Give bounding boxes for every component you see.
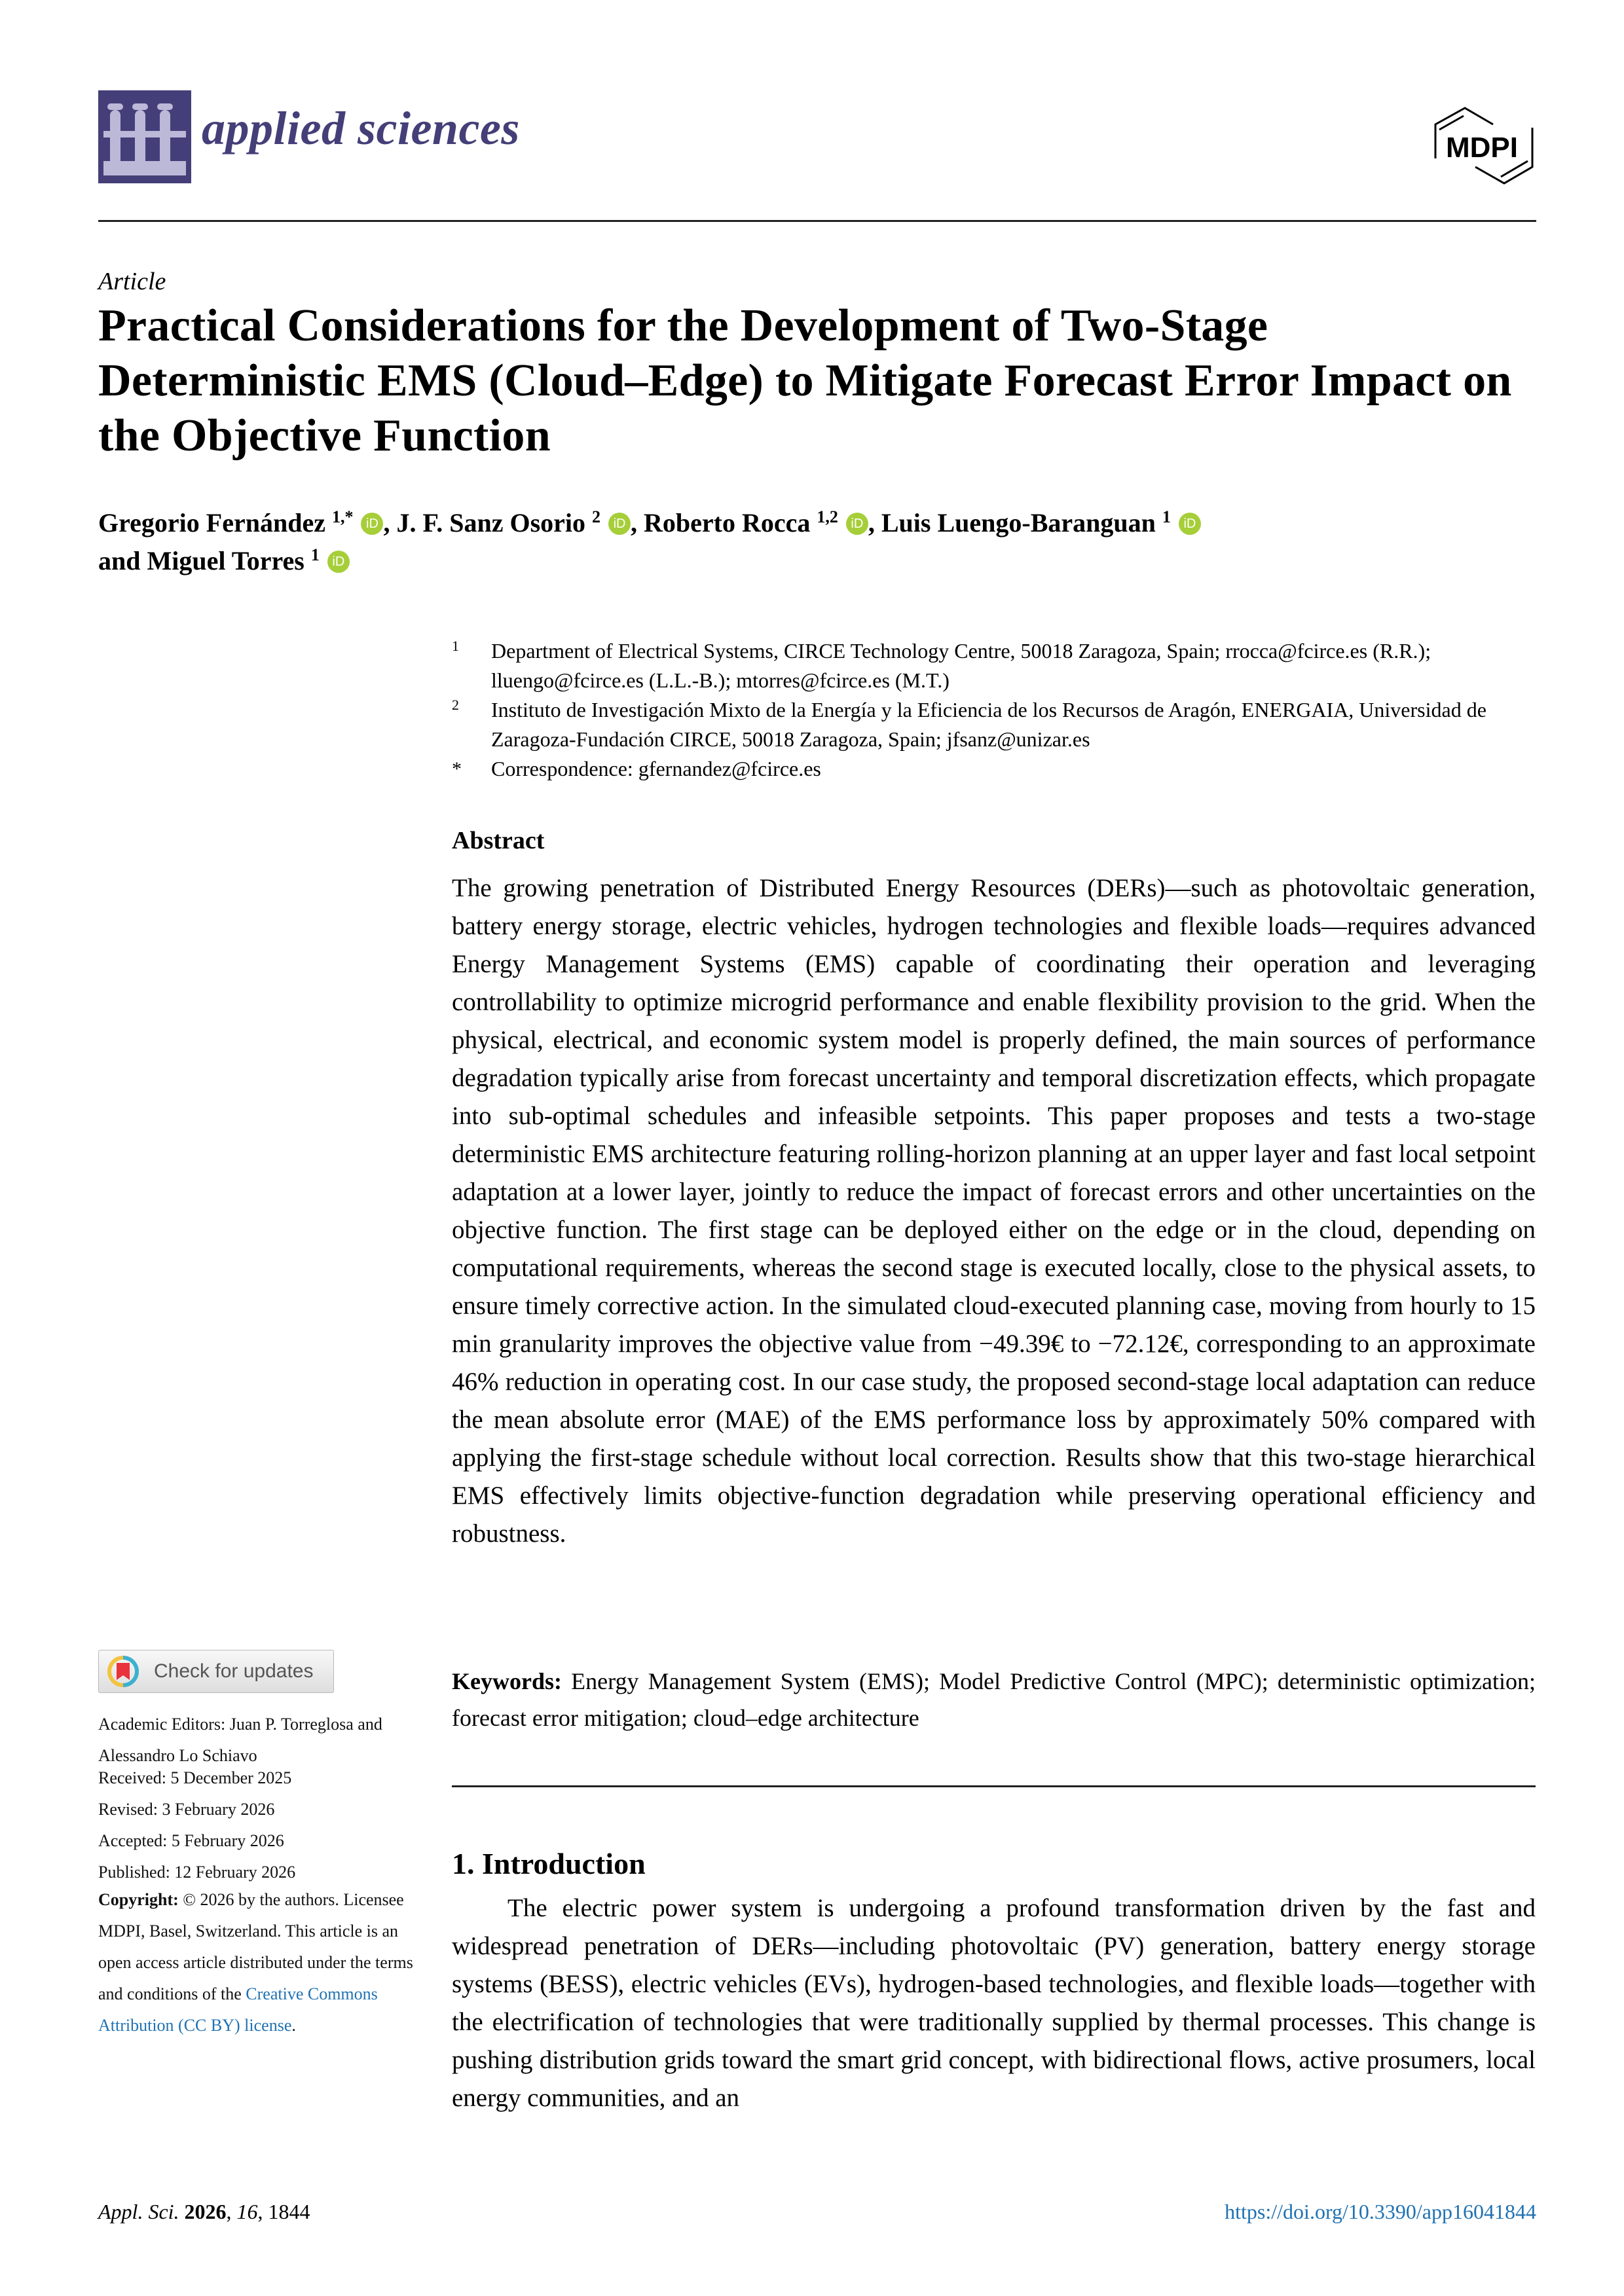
svg-text:MDPI: MDPI [1446, 132, 1518, 164]
affiliation-item [452, 636, 1539, 695]
citation-year: 2026 [184, 2200, 227, 2223]
section-divider [452, 1785, 1536, 1787]
abstract-text: The growing penetration of Distributed Energy Resources (DERs)—such as photovoltaic generation, battery energy storage, electric vehicles, hydrogen technologies and flexible loads—requires advanced Energy Management Systems (EMS) capable of coordinating their operation and leveraging controllability to optimize microgrid performance and enable flexibility provision to the grid. When the physical, electrical, and economic system model is properly defined, the main sources of performance degradation typically arise from forecast uncertainty and temporal discretization effects, which propagate into sub-optimal schedules and infeasible setpoints. This paper proposes and tests a two-stage deterministic EMS architecture featuring rolling-horizon planning at an upper layer and fast local setpoint adaptation at a lower layer, jointly to reduce the impact of forecast errors and other uncertainties on the objective function. The first stage can be deployed either on the edge or in the cloud, depending on computational requirements, whereas the second stage is executed locally, close to the physical assets, to ensure timely corrective action. In the simulated cloud-executed planning case, moving from hourly to 15 min granularity improves the objective value from −49.39€ to −72.12€, corresponding to an approximate 46% reduction in operating cost. In our case study, the proposed second-stage local adaptation can reduce the mean absolute error (MAE) of the EMS performance loss by approximately 50% compared with applying the first-stage schedule without local correction. Results show that this two-stage hierarchical EMS effectively limits objective-function degradation while preserving operational efficiency and robustness. [452, 874, 1536, 1548]
author-name[interactable]: Gregorio Fernández [98, 508, 325, 538]
author-name[interactable]: Roberto Rocca [644, 508, 811, 538]
keywords [452, 1663, 1536, 1736]
author-list: Gregorio Fernández $^{1,*}$ iD , J. F. Sanz Osorio $^2$ iD , Roberto Rocca $^{1,2}$ iD , Luis Luengo-Baranguan $^1$ iD and Miguel Torres $^1$ iD [98, 504, 1539, 580]
check-for-updates-label: Check for updates [154, 1660, 314, 1682]
author-name[interactable]: Luis Luengo-Baranguan [881, 508, 1156, 538]
orcid-icon[interactable]: iD [846, 513, 868, 535]
orcid-icon[interactable]: iD [327, 551, 350, 573]
doi-link[interactable]: https://doi.org/10.3390/app16041844 [1225, 2200, 1536, 2223]
publication-dates [98, 1762, 439, 1888]
correspondence-text[interactable]: Correspondence: gfernandez@fcirce.es [491, 757, 821, 780]
affiliation-number: 1 [452, 638, 459, 654]
date-revised: Revised: 3 February 2026 [98, 1800, 275, 1819]
article-type: Article [98, 268, 166, 295]
crossmark-icon [107, 1655, 139, 1688]
author-affiliation: 1,* [331, 507, 354, 526]
author-affiliation: 1,2 [817, 507, 838, 526]
copyright-text: © 2026 by the authors. Licensee MDPI, Basel, Switzerland. This article is an open access article distributed under the terms and conditions of the [98, 1890, 413, 2003]
affiliation-item [452, 695, 1539, 754]
affiliation-text: Department of Electrical Systems, CIRCE Technology Centre, 50018 Zaragoza, Spain; rrocca@fcirce.es (R.R.); lluengo@fcirce.es (L.L.-B.); mtorres@fcirce.es (M.T.) [491, 639, 1431, 692]
author-name[interactable]: J. F. Sanz Osorio [396, 508, 586, 538]
mdpi-hexagon-icon [1401, 105, 1539, 187]
copyright-label: Copyright: [98, 1890, 179, 1909]
date-received: Received: 5 December 2025 [98, 1768, 292, 1787]
introduction-text: The electric power system is undergoing a profound transformation driven by the fast and widespread penetration of DERs—including photovoltaic (PV) generation, battery energy storage systems (BESS), electric vehicles (EVs), hydrogen-based technologies, and flexible loads—together with the electrification of technologies that were traditionally supplied by thermal processes. This change is pushing distribution grids toward the smart grid concept, with bidirectional flows, active prosumers, local energy communities, and an [452, 1894, 1536, 2112]
citation-volume: 16 [236, 2200, 258, 2223]
affiliation-number: * [452, 758, 462, 780]
article-number: 1844 [268, 2200, 310, 2223]
abstract-heading: Abstract [452, 827, 545, 854]
journal-name: applied sciences [202, 102, 520, 155]
journal-logo[interactable] [98, 90, 191, 183]
author-affiliation: 1 [310, 545, 320, 564]
orcid-icon[interactable]: iD [361, 513, 383, 535]
author-affiliation: 1 [1162, 507, 1171, 526]
affiliation-number: 2 [452, 697, 459, 713]
date-accepted: Accepted: 5 February 2026 [98, 1831, 284, 1850]
copyright-notice: Copyright: © 2026 by the authors. Licensee MDPI, Basel, Switzerland. This article is an open access article distributed under the terms and conditions of the Creative Commons Attribution (CC BY) license. [98, 1890, 413, 2035]
correspondence [452, 754, 1539, 784]
journal-abbrev: Appl. Sci. [98, 2200, 179, 2223]
test-tubes-icon [98, 90, 191, 183]
mdpi-logo[interactable] [1401, 105, 1539, 187]
section-heading-introduction: 1. Introduction [452, 1847, 646, 1880]
author-name[interactable]: and Miguel Torres [98, 546, 304, 575]
orcid-icon[interactable]: iD [608, 513, 631, 535]
affiliation-text: Instituto de Investigación Mixto de la Energía y la Eficiencia de los Recursos de Aragón, ENERGAIA, Universidad de Zaragoza-Fundación CIRCE, 50018 Zaragoza, Spain; jfsanz@unizar.es [491, 698, 1486, 751]
keywords-text: Energy Management System (EMS); Model Predictive Control (MPC); deterministic optimization; forecast error mitigation; cloud–edge architecture [452, 1668, 1536, 1731]
affiliations [452, 636, 1539, 784]
license-link[interactable]: Creative Commons Attribution (CC BY) license [98, 1984, 378, 2035]
header-divider [98, 220, 1536, 222]
check-for-updates-button[interactable] [98, 1650, 334, 1693]
orcid-icon[interactable]: iD [1179, 513, 1201, 535]
keywords-label: Keywords: [452, 1668, 562, 1694]
academic-editors: Academic Editors: Juan P. Torreglosa and Alessandro Lo Schiavo [98, 1715, 382, 1765]
article-title: Practical Considerations for the Development of Two-Stage Deterministic EMS (Cloud–Edge) to Mitigate Forecast Error Impact on the Objective Function [98, 301, 1512, 461]
citation-info: Appl. Sci. 2026, 16, 1844 [98, 2200, 310, 2223]
date-published: Published: 12 February 2026 [98, 1863, 296, 1882]
author-affiliation: 2 [592, 507, 601, 526]
